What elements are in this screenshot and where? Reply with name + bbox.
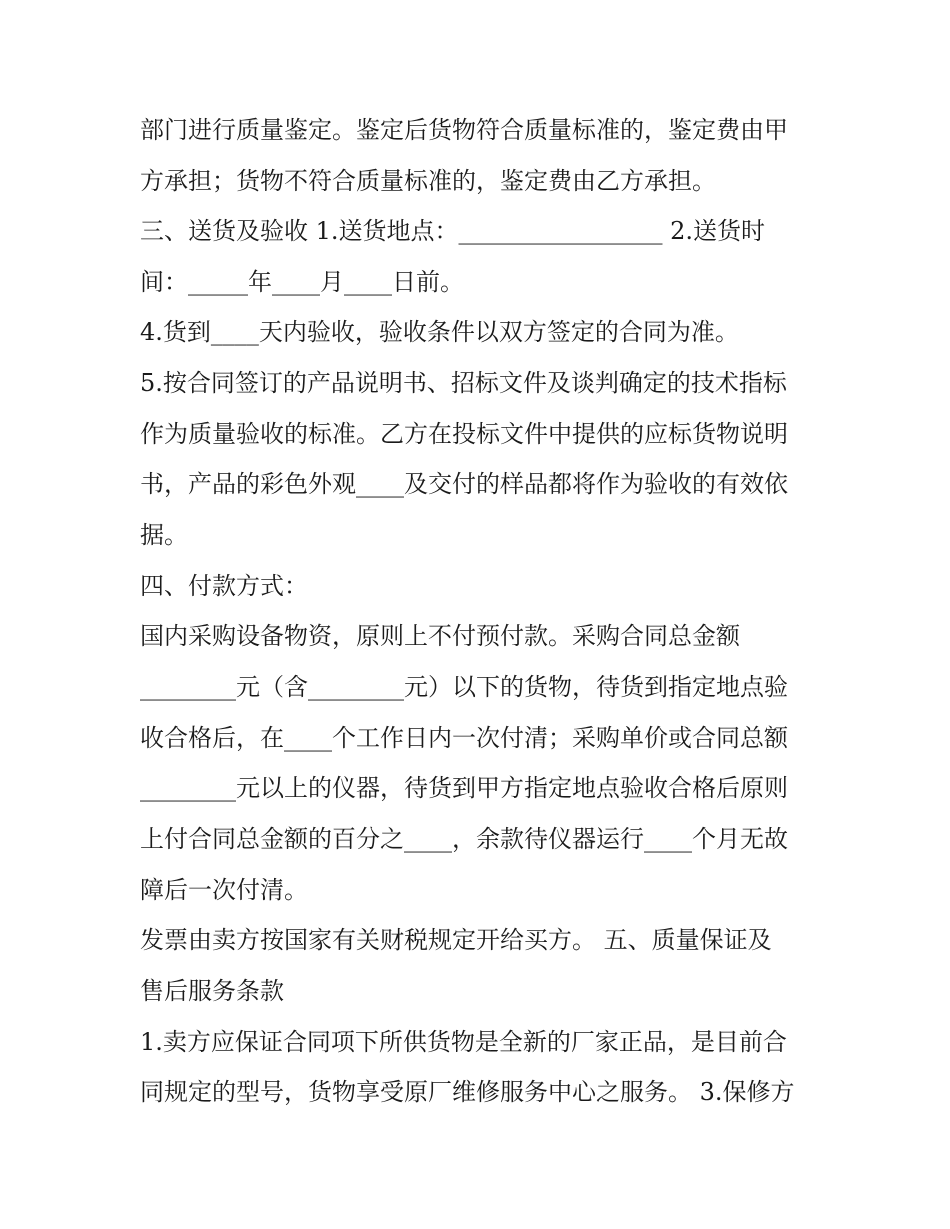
section-heading-warranty: 售后服务条款	[140, 977, 284, 1005]
text-line: 书，产品的彩色外观____及交付的样品都将作为验收的有效依	[140, 470, 788, 498]
section-heading-payment: 四、付款方式：	[140, 572, 308, 600]
text-line: 上付合同总金额的百分之____，余款待仪器运行____个月无故	[140, 825, 788, 853]
text-line: 4.货到____天内验收，验收条件以双方签定的合同为准。	[140, 318, 739, 346]
text-line: 发票由卖方按国家有关财税规定开给买方。 五、质量保证及	[140, 926, 772, 954]
text-line: 方承担；货物不符合质量标准的，鉴定费由乙方承担。	[140, 167, 716, 195]
section-heading-delivery: 三、送货及验收 1.送货地点：_________________ 2.送货时	[140, 217, 766, 245]
text-line: 据。	[140, 521, 188, 549]
text-line: 部门进行质量鉴定。鉴定后货物符合质量标准的，鉴定费由甲	[140, 116, 788, 144]
text-line: 国内采购设备物资，原则上不付预付款。采购合同总金额	[140, 622, 740, 650]
text-line: 同规定的型号，货物享受原厂维修服务中心之服务。 3.保修方	[140, 1078, 795, 1106]
text-line: 1.卖方应保证合同项下所供货物是全新的厂家正品，是目前合	[140, 1028, 787, 1056]
text-line: 收合格后，在____个工作日内一次付清；采购单价或合同总额	[140, 724, 788, 752]
text-line: ________元以上的仪器，待货到甲方指定地点验收合格后原则	[140, 774, 788, 802]
text-line: 障后一次付清。	[140, 876, 308, 904]
text-line: ________元（含________元）以下的货物，待货到指定地点验	[140, 673, 788, 701]
text-line: 作为质量验收的标准。乙方在投标文件中提供的应标货物说明	[140, 420, 788, 448]
text-line: 间：_____年____月____日前。	[140, 268, 464, 296]
text-line: 5.按合同签订的产品说明书、招标文件及谈判确定的技术指标	[140, 369, 787, 397]
